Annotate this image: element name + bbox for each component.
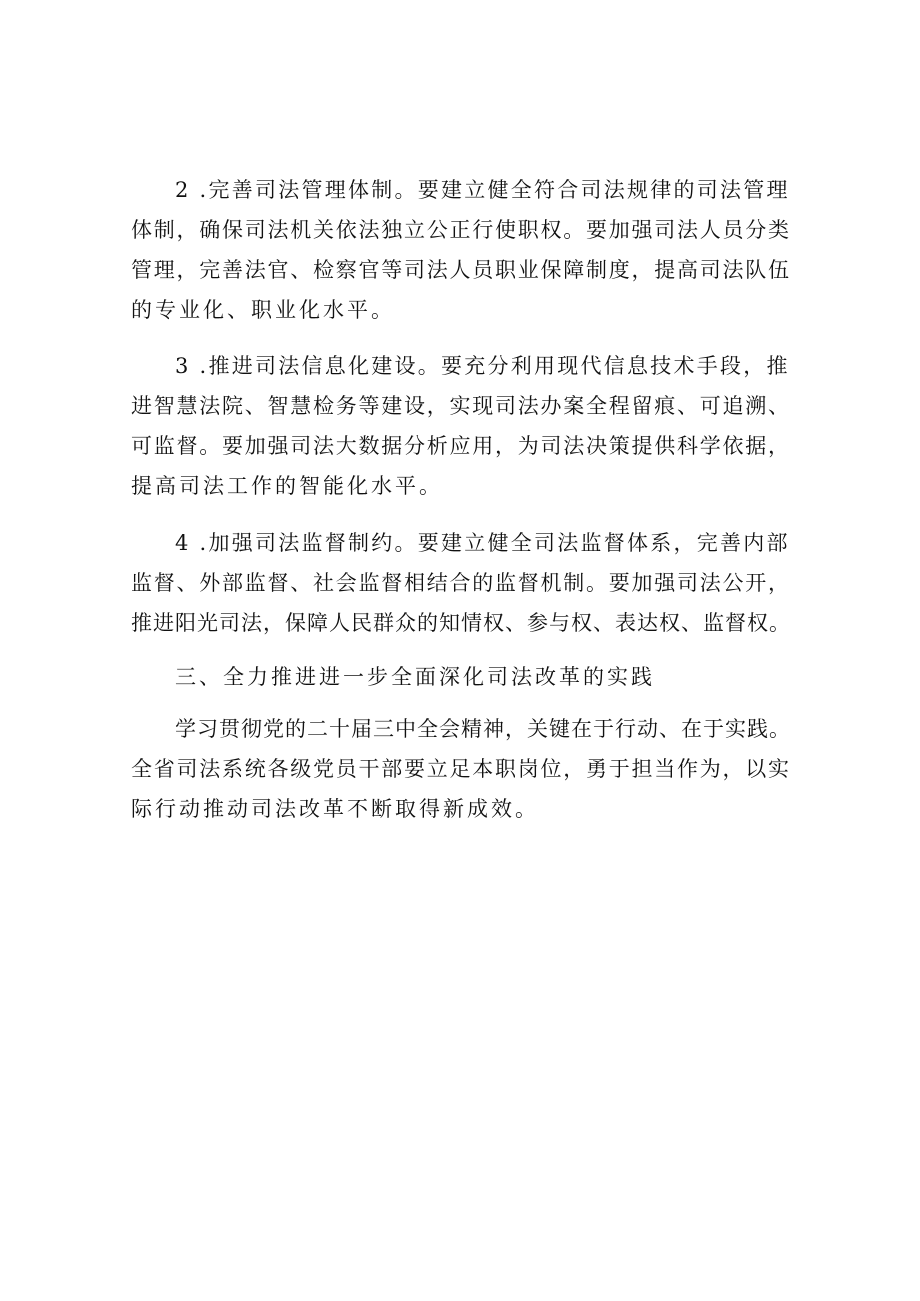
section-3-line-4: 提高司法工作的智能化水平。 — [131, 474, 443, 498]
section-4-line-1: 4 .加强司法监督制约。要建立健全司法监督体系，完善内部 — [175, 531, 790, 555]
section-2-line-4: 的专业化、职业化水平。 — [131, 298, 395, 322]
section-heading-3: 三、全力推进进一步全面深化司法改革的实践 — [175, 665, 655, 689]
section-3-line-3: 可监督。要加强司法大数据分析应用，为司法决策提供科学依据， — [131, 434, 791, 458]
closing-line-2: 全省司法系统各级党员干部要立足本职岗位，勇于担当作为，以实 — [131, 757, 791, 781]
section-2-line-3: 管理，完善法官、检察官等司法人员职业保障制度，提高司法队伍 — [131, 258, 791, 282]
section-2-line-2: 体制，确保司法机关依法独立公正行使职权。要加强司法人员分类 — [131, 218, 791, 242]
closing-line-1: 学习贯彻党的二十届三中全会精神，关键在于行动、在于实践。 — [175, 717, 791, 741]
section-2-line-1: 2 .完善司法管理体制。要建立健全符合司法规律的司法管理 — [175, 178, 790, 202]
closing-line-3: 际行动推动司法改革不断取得新成效。 — [131, 797, 539, 821]
section-3-line-2: 进智慧法院、智慧检务等建设，实现司法办案全程留痕、可追溯、 — [131, 394, 791, 418]
section-3-line-1: 3 .推进司法信息化建设。要充分利用现代信息技术手段，推 — [175, 354, 790, 378]
section-4-line-2: 监督、外部监督、社会监督相结合的监督机制。要加强司法公开， — [131, 571, 791, 595]
section-4-line-3: 推进阳光司法，保障人民群众的知情权、参与权、表达权、监督权。 — [131, 611, 791, 635]
